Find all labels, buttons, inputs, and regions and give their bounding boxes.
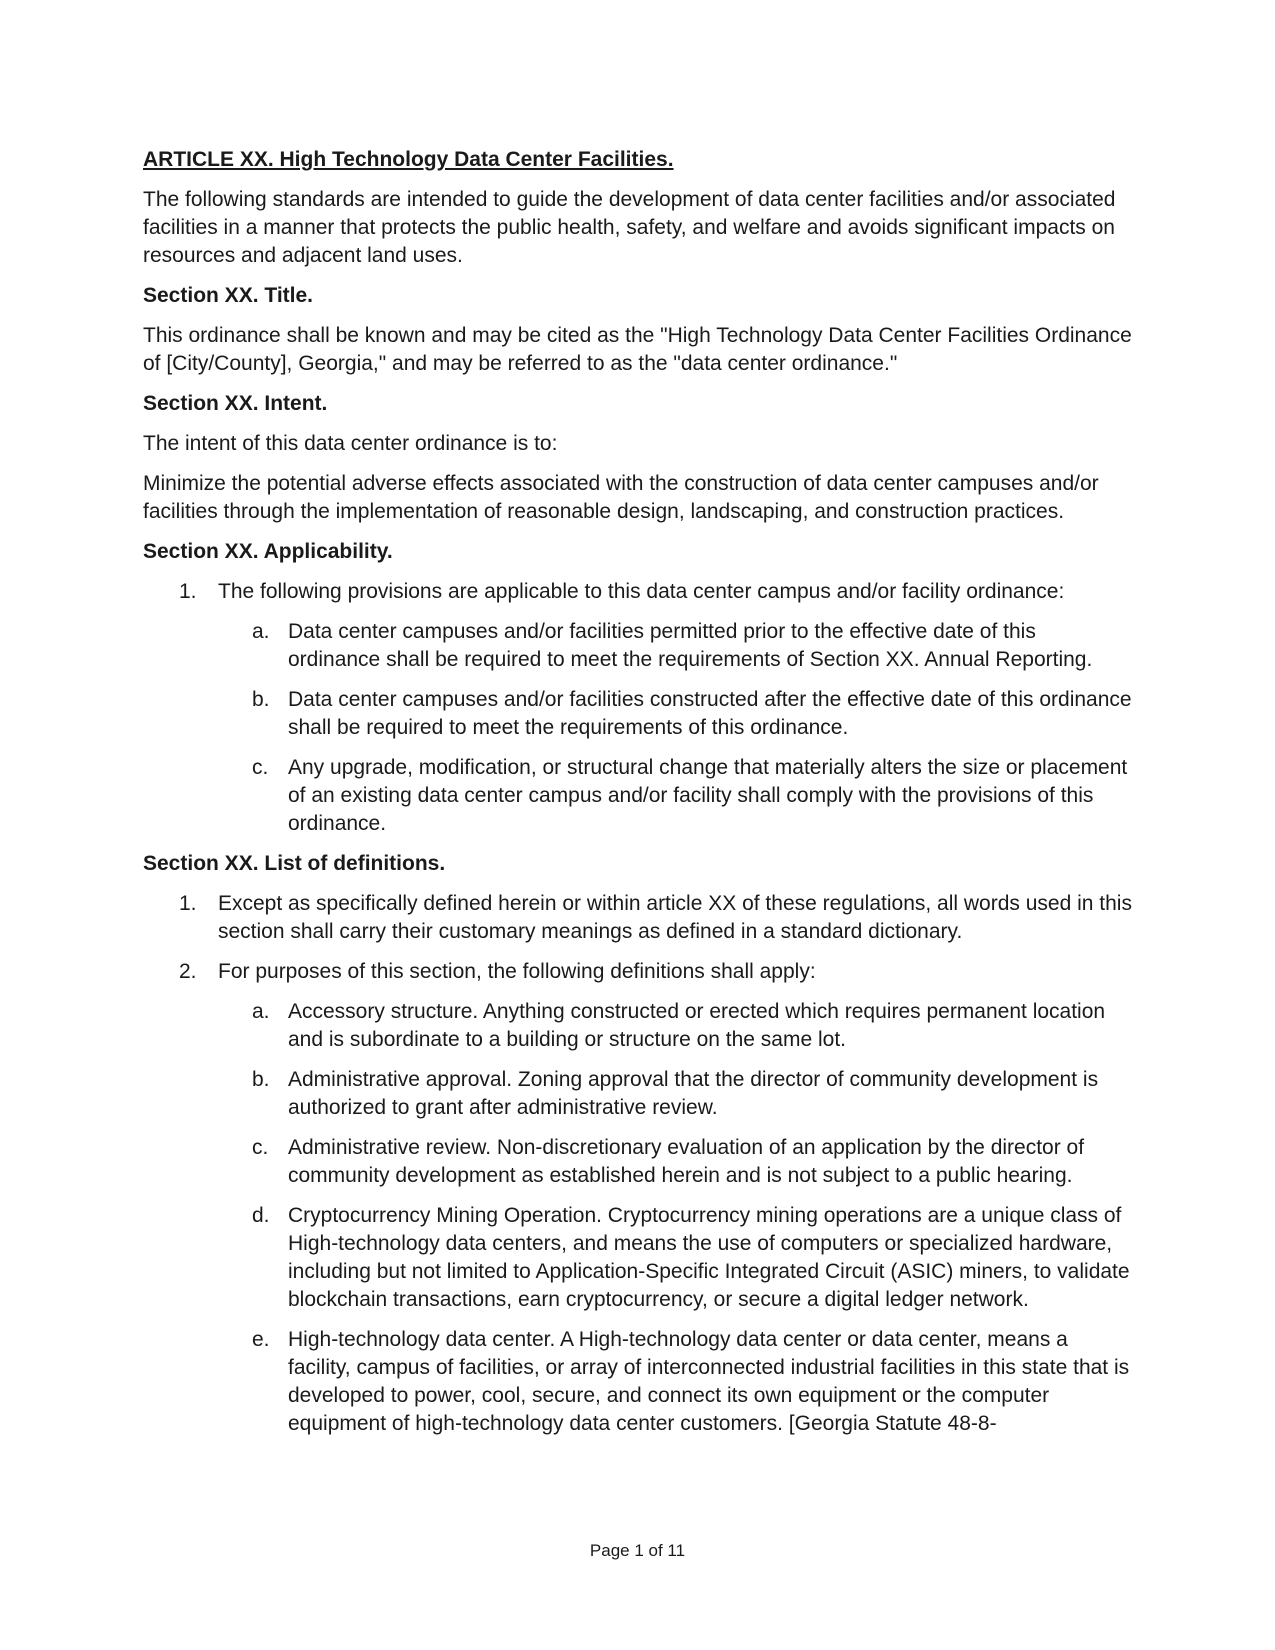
list-marker: b. [252,688,270,711]
list-item [143,1134,1132,1190]
title-paragraph: This ordinance shall be known and may be cited as the "High Technology Data Center Facilities Ordinance of [City/County], Georgia," and may be referred to as the "data center ordinance." [143,324,1132,375]
list-item [143,754,1132,838]
list-item [143,1066,1132,1122]
list-item [143,958,1132,986]
article-heading: ARTICLE XX. High Technology Data Center Facilities. [143,148,674,171]
list-item [143,1202,1132,1314]
list-item [143,578,1132,606]
list-marker: b. [252,1068,270,1091]
list-marker: 1. [179,580,197,603]
list-marker: c. [252,1136,269,1159]
list-item-text: Accessory structure. Anything constructed or erected which requires permanent location and is subordinate to a building or structure on the same lot. [288,1000,1106,1051]
list-item-text: Data center campuses and/or facilities constructed after the effective date of this ordinance shall be required to meet the requirements of this ordinance. [288,688,1132,739]
list-item [143,890,1132,946]
list-item-text: Cryptocurrency Mining Operation. Cryptocurrency mining operations are a unique class of High-technology data centers, and means the use of computers or specialized hardware, including but not limited to Application-Specific Integrated Circuit (ASIC) miners, to validate blockchain transactions, earn cryptocurrency, or secure a digital ledger network. [288,1204,1130,1311]
list-item-text: Administrative review. Non-discretionary evaluation of an application by the director of community development as established herein and is not subject to a public hearing. [288,1136,1085,1187]
list-item-text: High-technology data center. A High-technology data center or data center, means a facility, campus of facilities, or array of interconnected industrial facilities in this state that is developed to power, cool, secure, and connect its own equipment or the computer equipment of high-technology data center customers. [Georgia Statute 48-8- [288,1328,1130,1435]
list-item [143,1326,1132,1438]
list-marker: c. [252,756,269,779]
list-marker: d. [252,1204,270,1227]
list-item-text: For purposes of this section, the following definitions shall apply: [218,960,816,983]
section-heading-definitions: Section XX. List of definitions. [143,852,446,875]
intro-paragraph: The following standards are intended to guide the development of data center facilities and/or associated facilities in a manner that protects the public health, safety, and welfare and avoids significant impacts on resources and adjacent land uses. [143,188,1116,267]
section-heading-intent: Section XX. Intent. [143,392,328,415]
intent-paragraph-2: Minimize the potential adverse effects associated with the construction of data center campuses and/or facilities through the implementation of reasonable design, landscaping, and construction practices. [143,472,1099,523]
list-item-text: Except as specifically defined herein or within article XX of these regulations, all words used in this section shall carry their customary meanings as defined in a standard dictionary. [218,892,1132,943]
list-item [143,686,1132,742]
list-item-text: Any upgrade, modification, or structural change that materially alters the size or placement of an existing data center campus and/or facility shall comply with the provisions of this ordinance. [288,756,1128,835]
section-heading-applicability: Section XX. Applicability. [143,540,393,563]
list-item-text: The following provisions are applicable to this data center campus and/or facility ordinance: [218,580,1065,603]
list-marker: e. [252,1328,270,1351]
list-item-text: Administrative approval. Zoning approval that the director of community development is authorized to grant after administrative review. [288,1068,1099,1119]
section-heading-title: Section XX. Title. [143,284,313,307]
list-marker: a. [252,620,270,643]
list-marker: 2. [179,960,197,983]
list-item [143,618,1132,674]
list-marker: a. [252,1000,270,1023]
list-item [143,998,1132,1054]
list-marker: 1. [179,892,197,915]
page-footer: Page 1 of 11 [589,1541,686,1560]
list-item-text: Data center campuses and/or facilities permitted prior to the effective date of this ordinance shall be required to meet the requirements of Section XX. Annual Reporting. [288,620,1093,671]
intent-paragraph-1: The intent of this data center ordinance is to: [143,432,558,455]
